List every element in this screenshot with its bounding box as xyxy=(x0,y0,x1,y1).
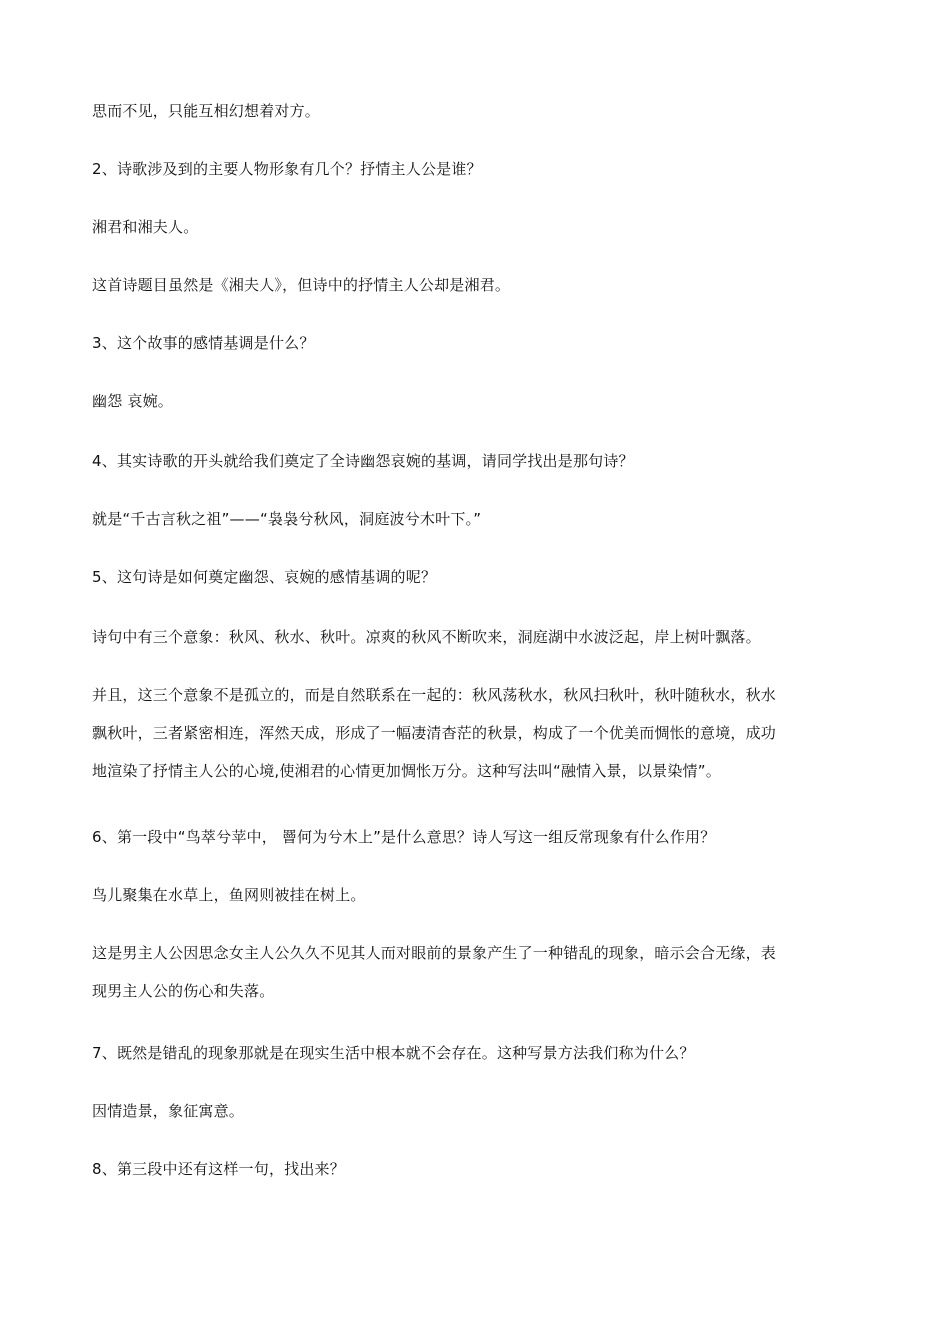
question-4: 4、其实诗歌的开头就给我们奠定了全诗幽怨哀婉的基调，请同学找出是那句诗？ xyxy=(92,452,634,470)
answer-5b-paragraph xyxy=(92,684,862,798)
question-6: 6、第一段中“鸟萃兮苹中， 罾何为兮木上”是什么意思？诗人写这一组反常现象有什么作用？ xyxy=(92,828,716,846)
paragraph-line: 这是男主人公因思念女主人公久久不见其人而对眼前的景象产生了一种错乱的现象，暗示会合无缘，表 xyxy=(92,944,777,962)
answer-5a: 诗句中有三个意象：秋风、秋水、秋叶。凉爽的秋风不断吹来，洞庭湖中水波泛起，岸上树叶飘落。 xyxy=(92,628,761,646)
answer-2b: 这首诗题目虽然是《湘夫人》，但诗中的抒情主人公却是湘君。 xyxy=(92,276,511,294)
paragraph-line: 现男主人公的伤心和失落。 xyxy=(92,982,275,1000)
answer-6b-paragraph xyxy=(92,942,862,1018)
question-2: 2、诗歌涉及到的主要人物形象有几个？抒情主人公是谁？ xyxy=(92,160,482,178)
question-3: 3、这个故事的感情基调是什么？ xyxy=(92,334,315,352)
answer-6a: 鸟儿聚集在水草上，鱼网则被挂在树上。 xyxy=(92,886,366,904)
question-7: 7、既然是错乱的现象那就是在现实生活中根本就不会存在。这种写景方法我们称为什么？ xyxy=(92,1044,695,1062)
answer-3: 幽怨 哀婉。 xyxy=(92,392,173,410)
paragraph-line: 并且，这三个意象不是孤立的，而是自然联系在一起的：秋风荡秋水，秋风扫秋叶，秋叶随秋水，秋水 xyxy=(92,686,777,704)
answer-2a: 湘君和湘夫人。 xyxy=(92,218,199,236)
question-5: 5、这句诗是如何奠定幽怨、哀婉的感情基调的呢？ xyxy=(92,568,437,586)
answer-4: 就是“千古言秋之祖”——“袅袅兮秋风，洞庭波兮木叶下。” xyxy=(92,510,482,528)
answer-7: 因情造景，象征寓意。 xyxy=(92,1102,245,1120)
paragraph-line: 飘秋叶，三者紧密相连，浑然天成，形成了一幅凄清杳茫的秋景，构成了一个优美而惆怅的意境，成功 xyxy=(92,724,777,742)
paragraph-line: 地渲染了抒情主人公的心境,使湘君的心情更加惆怅万分。这种写法叫“融情入景，以景染情”。 xyxy=(92,762,721,780)
question-8: 8、第三段中还有这样一句，找出来？ xyxy=(92,1160,345,1178)
text-line-1: 思而不见，只能互相幻想着对方。 xyxy=(92,102,321,120)
